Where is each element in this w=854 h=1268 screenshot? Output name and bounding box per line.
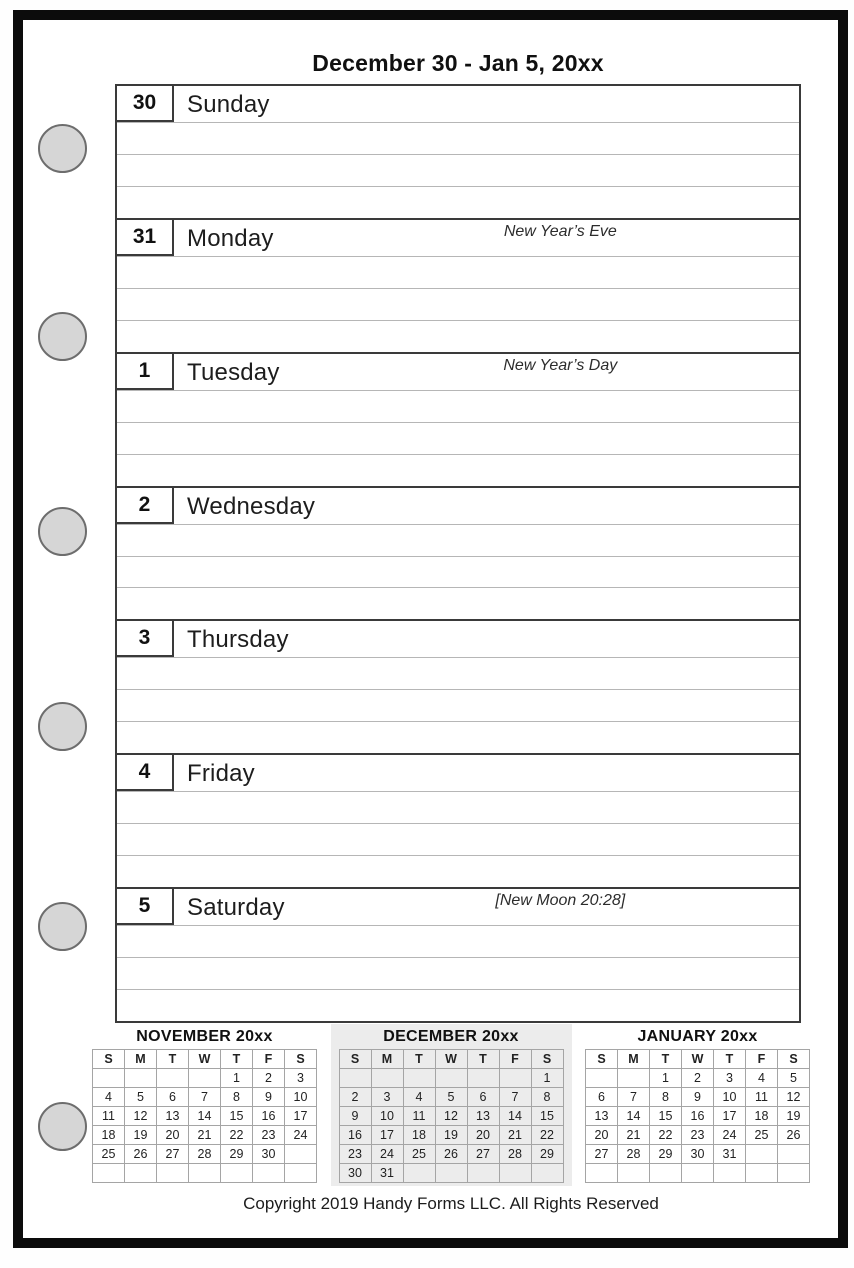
weekday-header: S	[93, 1050, 125, 1069]
binder-hole	[38, 902, 87, 951]
day-cell	[499, 1069, 531, 1088]
day-cell: 2	[682, 1069, 714, 1088]
day-cell	[778, 1145, 810, 1164]
day-cell: 8	[531, 1088, 563, 1107]
day-header	[117, 488, 799, 524]
day-cell: 19	[778, 1107, 810, 1126]
day-cell: 3	[714, 1069, 746, 1088]
day-cell: 19	[435, 1126, 467, 1145]
day-cell	[93, 1164, 125, 1183]
day-cell: 11	[93, 1107, 125, 1126]
day-cell: 27	[467, 1145, 499, 1164]
binder-hole	[38, 702, 87, 751]
day-annotation: New Year’s Day	[503, 356, 618, 374]
day-cell: 9	[682, 1088, 714, 1107]
writing-line	[117, 925, 799, 957]
weekday-header: M	[618, 1050, 650, 1069]
day-header	[117, 889, 799, 925]
day-cell: 4	[93, 1088, 125, 1107]
day-cell	[157, 1069, 189, 1088]
day-block-wednesday	[117, 486, 799, 620]
day-cell: 18	[746, 1107, 778, 1126]
writing-line	[117, 587, 799, 619]
mini-calendar-title: DECEMBER 20xx	[383, 1028, 519, 1045]
day-cell	[339, 1069, 371, 1088]
day-block-saturday	[117, 887, 799, 1021]
day-cell	[403, 1069, 435, 1088]
day-cell: 24	[371, 1145, 403, 1164]
weekday-header: F	[253, 1050, 285, 1069]
writing-line	[117, 823, 799, 855]
day-cell	[682, 1164, 714, 1183]
day-cell: 29	[531, 1145, 563, 1164]
day-cell	[125, 1164, 157, 1183]
writing-line	[117, 524, 799, 556]
day-cell: 13	[586, 1107, 618, 1126]
day-cell: 3	[285, 1069, 317, 1088]
day-header	[117, 354, 799, 390]
day-number-box: 4	[117, 755, 174, 791]
day-cell	[650, 1164, 682, 1183]
day-cell	[371, 1069, 403, 1088]
day-cell: 3	[371, 1088, 403, 1107]
day-cell: 22	[650, 1126, 682, 1145]
day-name-label: Friday	[187, 760, 255, 788]
day-cell: 18	[93, 1126, 125, 1145]
writing-line	[117, 288, 799, 320]
writing-line	[117, 122, 799, 154]
writing-line	[117, 556, 799, 588]
day-name-label: Wednesday	[187, 492, 316, 520]
day-cell: 23	[253, 1126, 285, 1145]
day-cell: 21	[499, 1126, 531, 1145]
day-cell: 5	[435, 1088, 467, 1107]
day-cell: 6	[157, 1088, 189, 1107]
day-cell: 17	[371, 1126, 403, 1145]
day-cell: 21	[189, 1126, 221, 1145]
day-cell: 11	[403, 1107, 435, 1126]
day-cell: 8	[221, 1088, 253, 1107]
day-cell: 21	[618, 1126, 650, 1145]
day-cell	[189, 1164, 221, 1183]
day-cell: 14	[499, 1107, 531, 1126]
day-cell: 7	[618, 1088, 650, 1107]
day-cell: 14	[618, 1107, 650, 1126]
day-cell: 4	[403, 1088, 435, 1107]
day-cell: 14	[189, 1107, 221, 1126]
day-cell	[714, 1164, 746, 1183]
weekday-header: M	[371, 1050, 403, 1069]
writing-line	[117, 791, 799, 823]
writing-line	[117, 186, 799, 218]
day-cell: 1	[531, 1069, 563, 1088]
day-cell: 12	[435, 1107, 467, 1126]
day-header	[117, 86, 799, 122]
weekday-header: T	[714, 1050, 746, 1069]
day-cell	[125, 1069, 157, 1088]
day-cell	[157, 1164, 189, 1183]
day-header	[117, 621, 799, 657]
weekday-header: M	[125, 1050, 157, 1069]
weekday-header: W	[682, 1050, 714, 1069]
week-title: December 30 - Jan 5, 20xx	[312, 50, 604, 76]
day-cell: 15	[650, 1107, 682, 1126]
day-cell	[586, 1069, 618, 1088]
day-cell: 12	[125, 1107, 157, 1126]
week-grid	[115, 84, 801, 1023]
day-cell: 1	[221, 1069, 253, 1088]
page-border-frame	[13, 10, 848, 1248]
day-cell: 10	[714, 1088, 746, 1107]
writing-line	[117, 154, 799, 186]
day-number-box: 1	[117, 354, 174, 390]
day-number-box: 2	[117, 488, 174, 524]
day-cell: 6	[467, 1088, 499, 1107]
weekday-header: T	[157, 1050, 189, 1069]
day-cell	[531, 1164, 563, 1183]
writing-line	[117, 989, 799, 1021]
day-cell: 4	[746, 1069, 778, 1088]
day-cell: 17	[714, 1107, 746, 1126]
day-cell: 9	[339, 1107, 371, 1126]
day-cell	[189, 1069, 221, 1088]
day-cell: 2	[339, 1088, 371, 1107]
mini-calendar-november	[84, 1024, 325, 1186]
day-block-tuesday	[117, 352, 799, 486]
day-block-monday	[117, 218, 799, 352]
day-cell: 10	[285, 1088, 317, 1107]
day-cell	[253, 1164, 285, 1183]
day-cell: 15	[531, 1107, 563, 1126]
day-cell: 20	[157, 1126, 189, 1145]
day-cell: 19	[125, 1126, 157, 1145]
weekday-header: F	[746, 1050, 778, 1069]
writing-line	[117, 422, 799, 454]
day-cell: 29	[650, 1145, 682, 1164]
day-cell: 16	[682, 1107, 714, 1126]
day-cell: 13	[157, 1107, 189, 1126]
day-annotation: [New Moon 20:28]	[495, 892, 626, 910]
day-header	[117, 755, 799, 791]
day-cell: 7	[499, 1088, 531, 1107]
day-cell: 5	[778, 1069, 810, 1088]
day-cell: 28	[499, 1145, 531, 1164]
day-cell: 25	[746, 1126, 778, 1145]
weekday-header: S	[339, 1050, 371, 1069]
day-cell	[285, 1164, 317, 1183]
day-cell: 6	[586, 1088, 618, 1107]
day-cell: 26	[435, 1145, 467, 1164]
day-cell: 1	[650, 1069, 682, 1088]
day-cell: 20	[586, 1126, 618, 1145]
day-cell	[746, 1145, 778, 1164]
day-cell	[285, 1145, 317, 1164]
day-cell: 8	[650, 1088, 682, 1107]
day-cell: 31	[371, 1164, 403, 1183]
day-cell: 22	[531, 1126, 563, 1145]
writing-line	[117, 256, 799, 288]
weekday-header: F	[499, 1050, 531, 1069]
mini-calendar-title: NOVEMBER 20xx	[136, 1028, 273, 1045]
day-cell: 25	[403, 1145, 435, 1164]
day-name-label: Monday	[187, 224, 274, 252]
day-cell: 27	[586, 1145, 618, 1164]
day-cell: 7	[189, 1088, 221, 1107]
writing-line	[117, 957, 799, 989]
day-cell: 28	[618, 1145, 650, 1164]
mini-calendar-table	[585, 1049, 810, 1183]
day-cell: 22	[221, 1126, 253, 1145]
mini-calendar-table	[92, 1049, 317, 1183]
writing-line	[117, 454, 799, 486]
day-cell: 18	[403, 1126, 435, 1145]
day-cell: 13	[467, 1107, 499, 1126]
day-cell: 30	[682, 1145, 714, 1164]
day-cell	[618, 1069, 650, 1088]
writing-line	[117, 320, 799, 352]
day-cell: 16	[339, 1126, 371, 1145]
day-name-label: Sunday	[187, 91, 270, 118]
mini-calendars-row	[84, 1024, 818, 1186]
day-cell: 30	[253, 1145, 285, 1164]
day-cell	[778, 1164, 810, 1183]
weekday-header: T	[221, 1050, 253, 1069]
day-number-box: 31	[117, 220, 174, 256]
day-cell: 29	[221, 1145, 253, 1164]
weekday-header: W	[189, 1050, 221, 1069]
day-cell	[467, 1069, 499, 1088]
day-cell: 11	[746, 1088, 778, 1107]
day-cell	[93, 1069, 125, 1088]
weekday-header: T	[650, 1050, 682, 1069]
day-cell	[586, 1164, 618, 1183]
day-number-box: 3	[117, 621, 174, 657]
day-number-box: 5	[117, 889, 174, 925]
day-block-sunday	[117, 86, 799, 218]
day-cell	[746, 1164, 778, 1183]
day-cell: 15	[221, 1107, 253, 1126]
day-cell: 9	[253, 1088, 285, 1107]
day-cell: 23	[682, 1126, 714, 1145]
day-cell: 24	[714, 1126, 746, 1145]
writing-line	[117, 721, 799, 753]
day-cell	[435, 1069, 467, 1088]
mini-calendar-table	[339, 1049, 564, 1183]
writing-line	[117, 855, 799, 887]
binder-hole	[38, 507, 87, 556]
day-cell: 30	[339, 1164, 371, 1183]
day-cell: 12	[778, 1088, 810, 1107]
day-number-box: 30	[117, 86, 174, 122]
day-cell	[618, 1164, 650, 1183]
weekday-header: S	[778, 1050, 810, 1069]
day-cell: 20	[467, 1126, 499, 1145]
day-cell: 23	[339, 1145, 371, 1164]
day-block-friday	[117, 753, 799, 887]
mini-calendar-january	[577, 1024, 818, 1186]
day-cell: 26	[778, 1126, 810, 1145]
weekday-header: T	[467, 1050, 499, 1069]
weekday-header: S	[285, 1050, 317, 1069]
day-cell: 25	[93, 1145, 125, 1164]
day-name-label: Tuesday	[187, 358, 280, 386]
day-name-label: Thursday	[187, 626, 289, 654]
day-name-label: Saturday	[187, 894, 285, 922]
day-cell	[435, 1164, 467, 1183]
day-cell: 28	[189, 1145, 221, 1164]
day-header	[117, 220, 799, 256]
weekday-header: T	[403, 1050, 435, 1069]
mini-calendar-december	[331, 1024, 572, 1186]
day-cell: 31	[714, 1145, 746, 1164]
weekday-header: S	[531, 1050, 563, 1069]
weekday-header: W	[435, 1050, 467, 1069]
day-cell: 2	[253, 1069, 285, 1088]
day-cell	[221, 1164, 253, 1183]
day-cell: 26	[125, 1145, 157, 1164]
writing-line	[117, 689, 799, 721]
day-cell: 5	[125, 1088, 157, 1107]
day-cell: 16	[253, 1107, 285, 1126]
day-cell: 24	[285, 1126, 317, 1145]
writing-line	[117, 390, 799, 422]
day-cell	[467, 1164, 499, 1183]
day-cell: 10	[371, 1107, 403, 1126]
binder-hole	[38, 1102, 87, 1151]
day-cell	[403, 1164, 435, 1183]
day-cell	[499, 1164, 531, 1183]
day-block-thursday	[117, 619, 799, 753]
binder-hole	[38, 312, 87, 361]
writing-line	[117, 657, 799, 689]
mini-calendar-title: JANUARY 20xx	[637, 1028, 758, 1045]
day-cell: 27	[157, 1145, 189, 1164]
weekday-header: S	[586, 1050, 618, 1069]
binder-hole	[38, 124, 87, 173]
day-cell: 17	[285, 1107, 317, 1126]
day-annotation: New Year’s Eve	[503, 222, 617, 240]
copyright-text: Copyright 2019 Handy Forms LLC. All Rights Reserved	[243, 1194, 659, 1213]
